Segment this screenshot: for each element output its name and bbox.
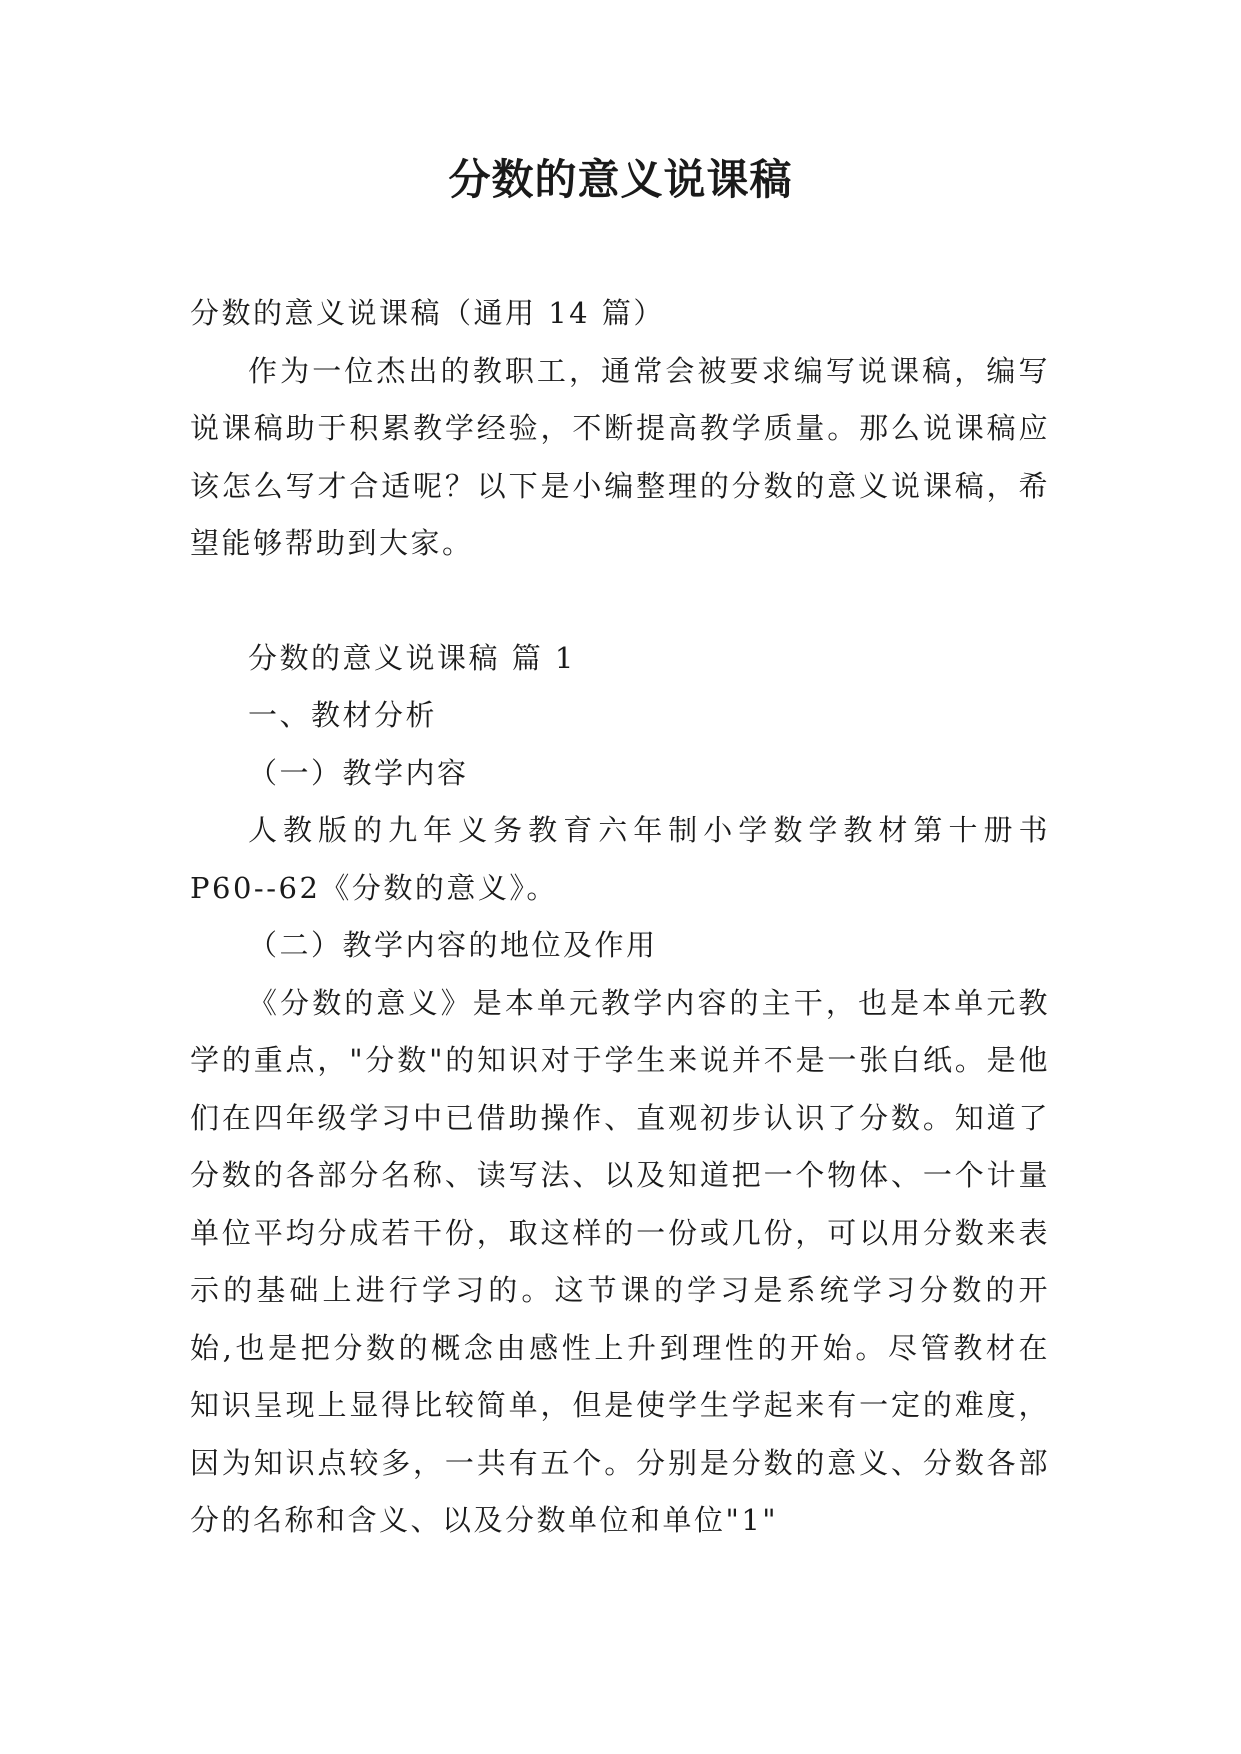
intro-paragraph: 作为一位杰出的教职工，通常会被要求编写说课稿，编写说课稿助于积累教学经验，不断提高教学质量。那么说课稿应该怎么写才合适呢？以下是小编整理的分数的意义说课稿，希望能够帮助到大家。: [190, 353, 1050, 560]
section-spacer: [190, 573, 1050, 630]
document-title: 分数的意义说课稿: [448, 155, 793, 204]
document-subtitle: 分数的意义说课稿（通用 14 篇）: [190, 296, 665, 330]
heading-teaching-content: （一）教学内容: [248, 755, 469, 790]
document-body: [190, 285, 1050, 1550]
section-title: 分数的意义说课稿 篇 1: [248, 640, 576, 675]
heading-textbook-analysis: 一、教材分析: [248, 698, 438, 732]
content-role-paragraph: 《分数的意义》是本单元教学内容的主干，也是本单元教学的重点，"分数"的知识对于学生来说并不是一张白纸。是他们在四年级学习中已借助操作、直观初步认识了分数。知道了分数的各部分名称、读写法、以及知道把一个物体、一个计量单位平均分成若干份，取这样的一份或几份，可以用分数来表示的基础上进行学习的。这节课的学习是系统学习分数的开始,也是把分数的概念由感性上升到理性的开始。尽管教材在知识呈现上显得比较简单，但是使学生学起来有一定的难度，因为知识点较多，一共有五个。分别是分数的意义、分数各部分的名称和含义、以及分数单位和单位"1": [190, 985, 1050, 1537]
teaching-content-paragraph: 人教版的九年义务教育六年制小学数学教材第十册书 P60--62《分数的意义》。: [190, 813, 1050, 905]
heading-content-role: （二）教学内容的地位及作用: [248, 928, 658, 962]
